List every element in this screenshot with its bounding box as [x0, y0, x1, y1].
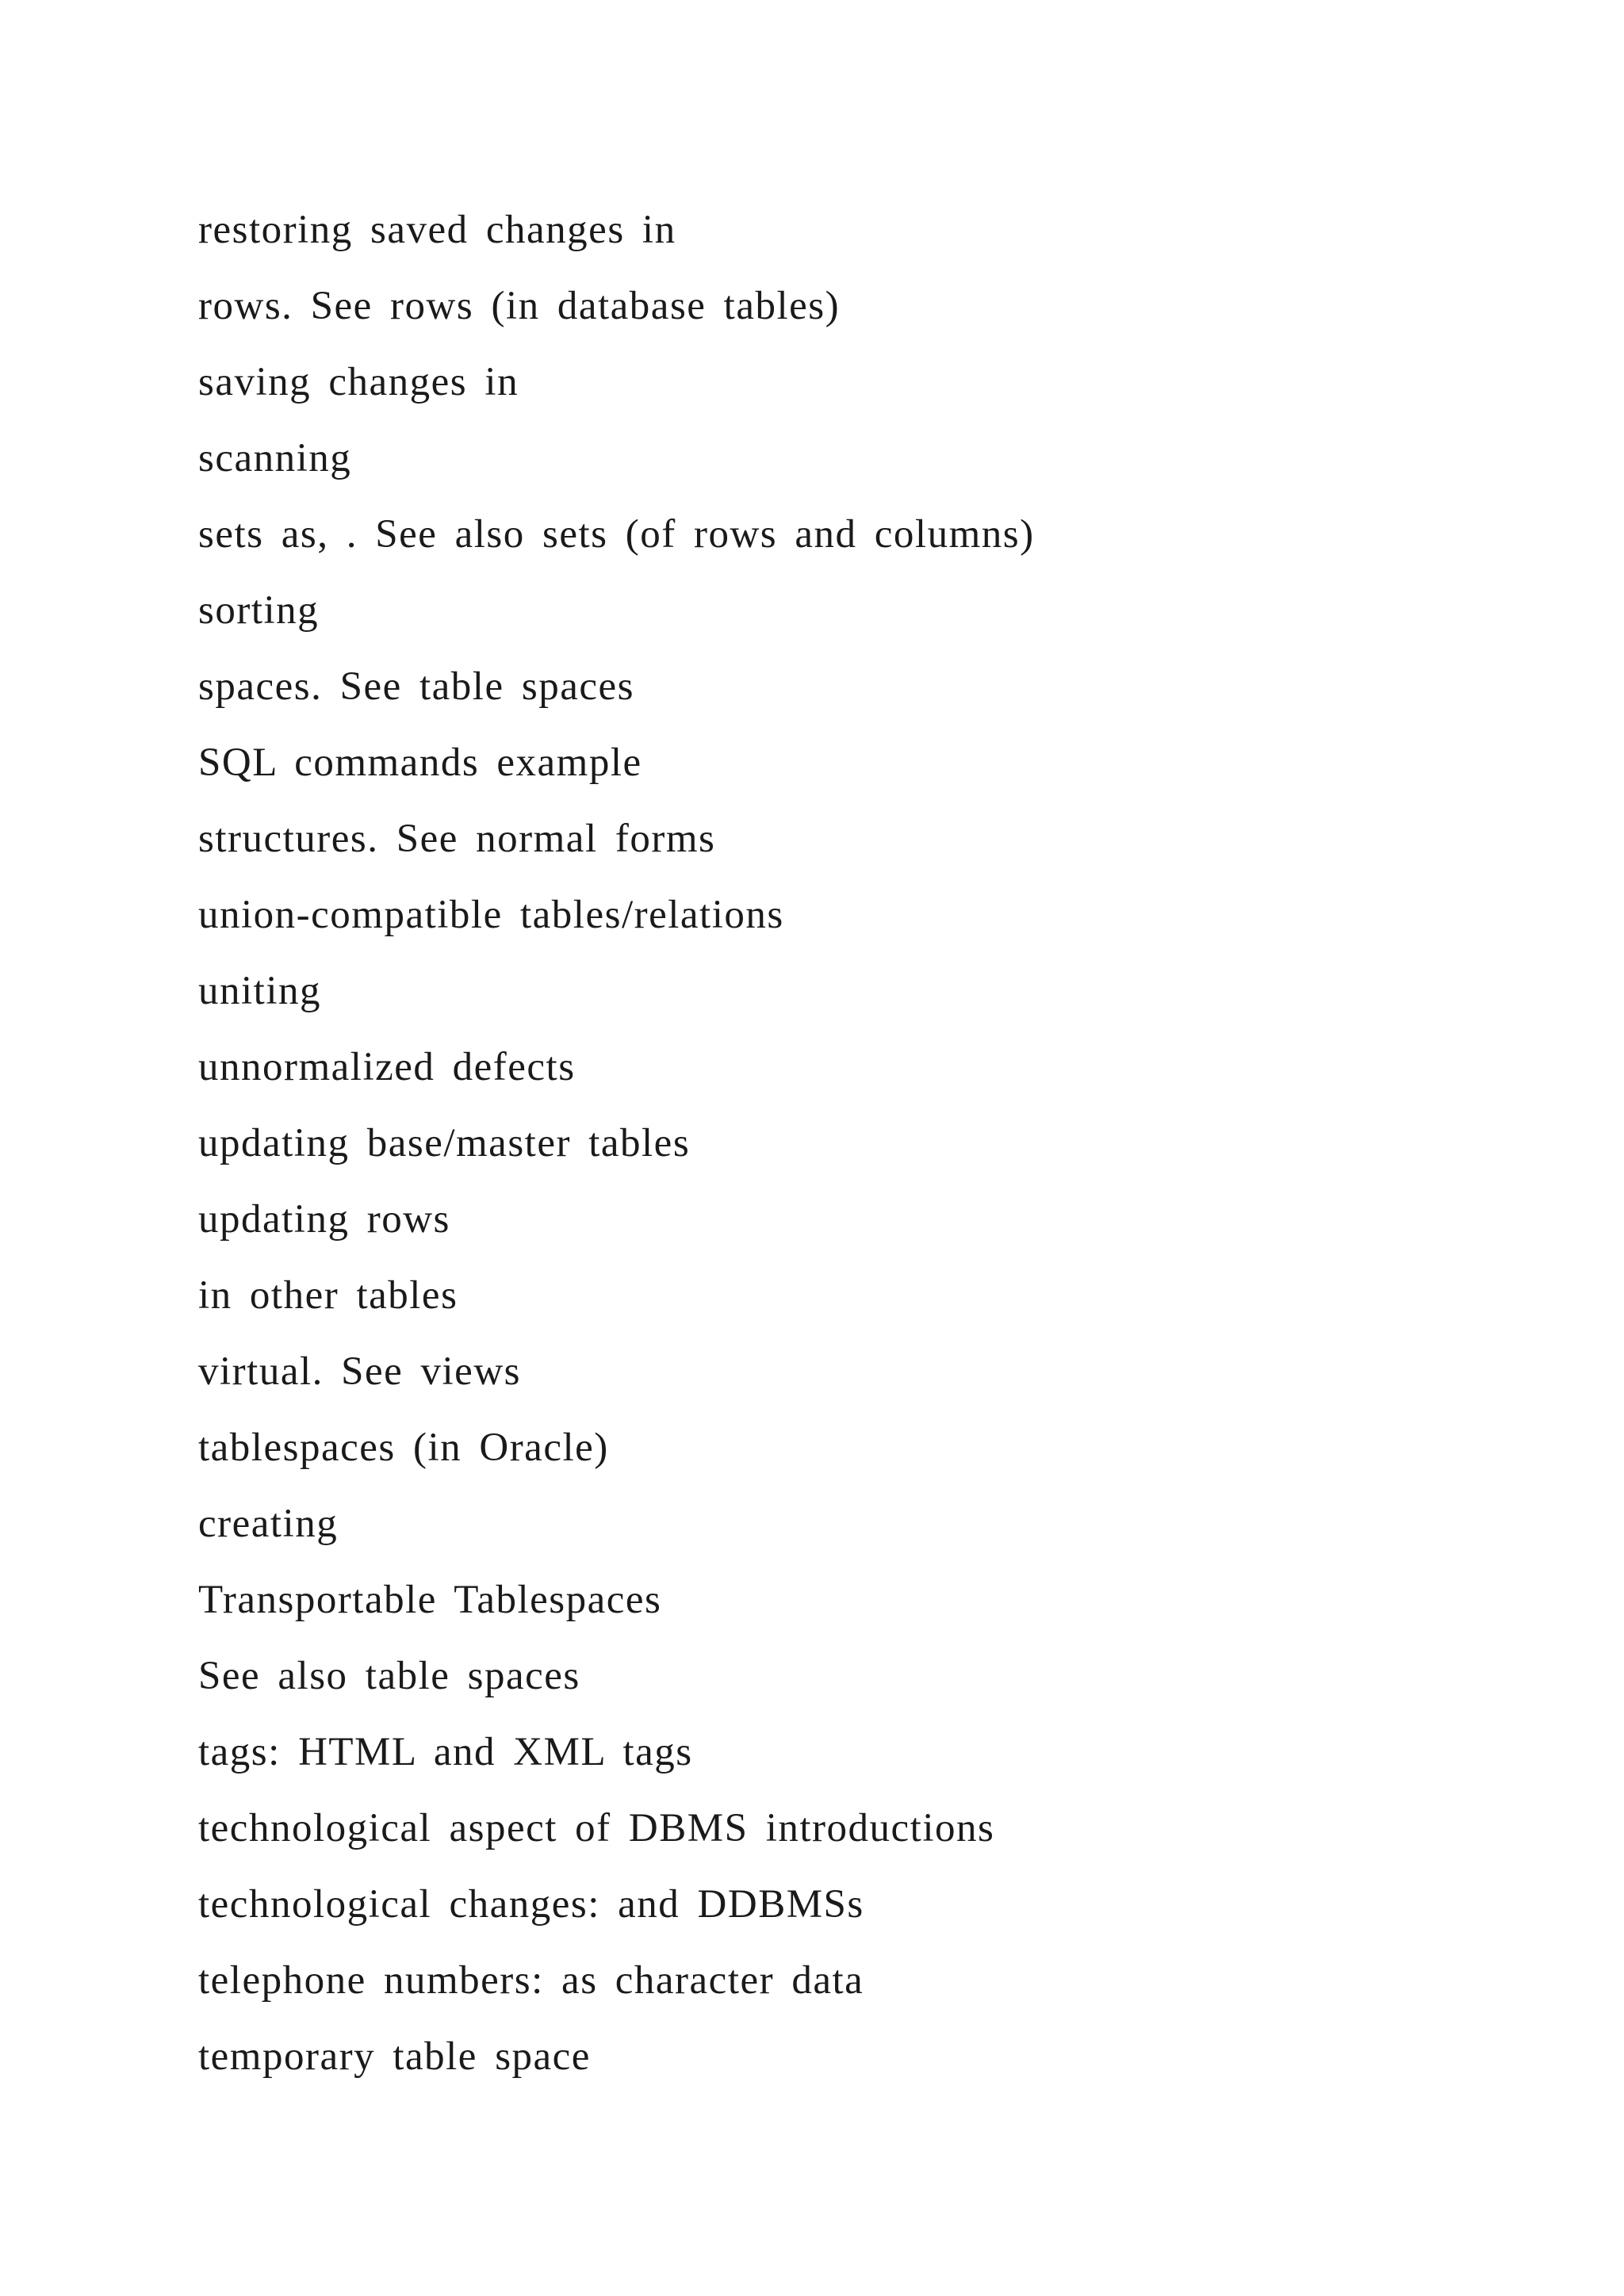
index-entry: telephone numbers: as character data	[198, 1958, 864, 2003]
index-entry: in other tables	[198, 1273, 458, 1318]
index-entry: updating rows	[198, 1197, 450, 1242]
index-entry: updating base/master tables	[198, 1121, 691, 1165]
index-entry: spaces. See table spaces	[198, 664, 634, 709]
index-entry: temporary table space	[198, 2034, 591, 2079]
index-entry: tablespaces (in Oracle)	[198, 1425, 609, 1470]
index-entry: sorting	[198, 588, 320, 633]
index-entry: See also table spaces	[198, 1654, 580, 1698]
index-entry: saving changes in	[198, 360, 519, 404]
index-entry: tags: HTML and XML tags	[198, 1730, 693, 1774]
index-entry: uniting	[198, 969, 322, 1013]
index-entry: technological aspect of DBMS introductions	[198, 1806, 995, 1850]
index-entry: SQL commands example	[198, 740, 642, 785]
index-entry: creating	[198, 1502, 339, 1546]
index-list	[198, 192, 1035, 2095]
index-entry: restoring saved changes in	[198, 208, 676, 252]
index-entry: unnormalized defects	[198, 1045, 576, 1089]
index-entry: technological changes: and DDBMSs	[198, 1882, 864, 1927]
index-entry: sets as, . See also sets (of rows and columns)	[198, 512, 1035, 557]
index-entry: union-compatible tables/relations	[198, 893, 784, 937]
index-entry: structures. See normal forms	[198, 817, 716, 861]
index-entry: Transportable Tablespaces	[198, 1578, 662, 1622]
index-entry: rows. See rows (in database tables)	[198, 284, 841, 328]
index-entry: scanning	[198, 436, 352, 480]
index-entry: virtual. See views	[198, 1349, 521, 1394]
